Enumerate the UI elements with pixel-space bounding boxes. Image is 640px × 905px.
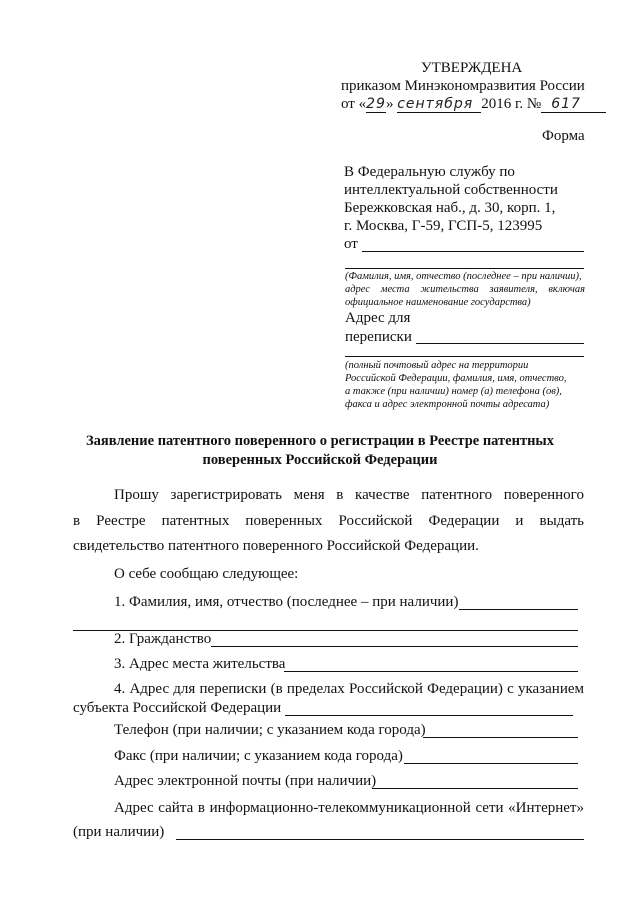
addressee-line3: Бережковская наб., д. 30, корп. 1, [344,200,556,216]
residence-address-field[interactable] [284,671,578,672]
word: Прошу [114,487,159,503]
approval-order-line: приказом Минэкономразвития России [341,78,585,94]
date-year: 2016 г. № [481,96,542,112]
from-note-line1: (Фамилия, имя, отчество (последнее – при наличии), [345,271,582,282]
date-mid: » [385,96,398,112]
word: качестве [355,487,410,503]
citizenship-field[interactable] [211,646,578,647]
word: патентного [421,487,493,503]
from-field-line1[interactable] [362,251,584,252]
item4-label-line2: субъекта Российской Федерации [73,700,282,716]
phone-field[interactable] [423,737,578,738]
fax-label: Факс (при наличии; с указанием кода города) [114,748,403,764]
addressee-line2: интеллектуальной собственности [344,182,558,198]
addressee-line4: г. Москва, Г-59, ГСП-5, 123995 [344,218,543,234]
word: поверенных [245,513,323,529]
fax-field[interactable] [404,763,578,764]
form-label: Форма [542,128,585,144]
order-number-handwritten: 617 [541,96,606,113]
paragraph1-line1 [114,487,584,504]
item2-label: 2. Гражданство [114,631,212,647]
word: Реестре [96,513,146,529]
word: меня [293,487,325,503]
correspondence-field-line2[interactable] [345,356,584,357]
correspondence-note-line2: Российской Федерации, фамилия, имя, отчество, [345,373,567,384]
email-label: Адрес электронной почты (при наличии) [114,773,377,789]
word: выдать [539,513,584,529]
item1-label: 1. Фамилия, имя, отчество (последнее – при наличии) [114,594,459,610]
correspondence-field-line1[interactable] [416,343,584,344]
paragraph1-line3: свидетельство патентного поверенного Российской Федерации. [73,538,479,554]
word: зарегистрировать [170,487,282,503]
word: патентных [161,513,230,529]
addressee-line1: В Федеральную службу по [344,164,515,180]
correspondence-note-line4: факса и адрес электронной почты адресата) [345,399,550,410]
full-name-field[interactable] [459,609,578,610]
from-note-line3: официальное наименование государства) [345,297,531,308]
website-field[interactable] [176,839,584,840]
from-label: от [344,236,358,252]
from-field-line2[interactable] [345,268,584,269]
word: в [336,487,344,503]
document-heading-line2: поверенных Российской Федерации [202,452,438,468]
email-field[interactable] [372,788,578,789]
correspondence-address-field[interactable] [285,715,573,716]
intro-text: О себе сообщаю следующее: [114,566,299,582]
document-heading-line1: Заявление патентного поверенного о регистрации в Реестре патентных [85,433,555,449]
approval-date-line [341,96,606,113]
word: Российской [338,513,413,529]
word: поверенного [503,487,584,503]
correspondence-label-line1: Адрес для [345,310,411,326]
phone-label: Телефон (при наличии; с указанием кода города) [114,722,426,738]
date-prefix: от « [341,96,367,112]
word: и [515,513,524,529]
item4-label-line1: 4. Адрес для переписки (в пределах Российской Федерации) с указанием [114,681,584,697]
item3-label: 3. Адрес места жительства [114,656,286,672]
date-month-handwritten: сентября [397,96,481,113]
correspondence-label-line2: переписки [345,329,412,345]
date-day-handwritten: 29 [366,96,386,112]
website-label-line1: Адрес сайта в информационно-телекоммуникационной сети «Интернет» [114,800,584,816]
word: Федерации [428,513,500,529]
paragraph1-line2 [73,513,584,530]
approval-title: УТВЕРЖДЕНА [421,60,523,76]
website-label-line2: (при наличии) [73,824,165,840]
correspondence-note-line1: (полный почтовый адрес на территории [345,360,529,371]
from-note-line2: адрес места жительства заявителя, включая [345,284,585,295]
word: в [73,513,81,529]
correspondence-note-line3: а также (при наличии) номер (а) телефона (ов), [345,386,562,397]
